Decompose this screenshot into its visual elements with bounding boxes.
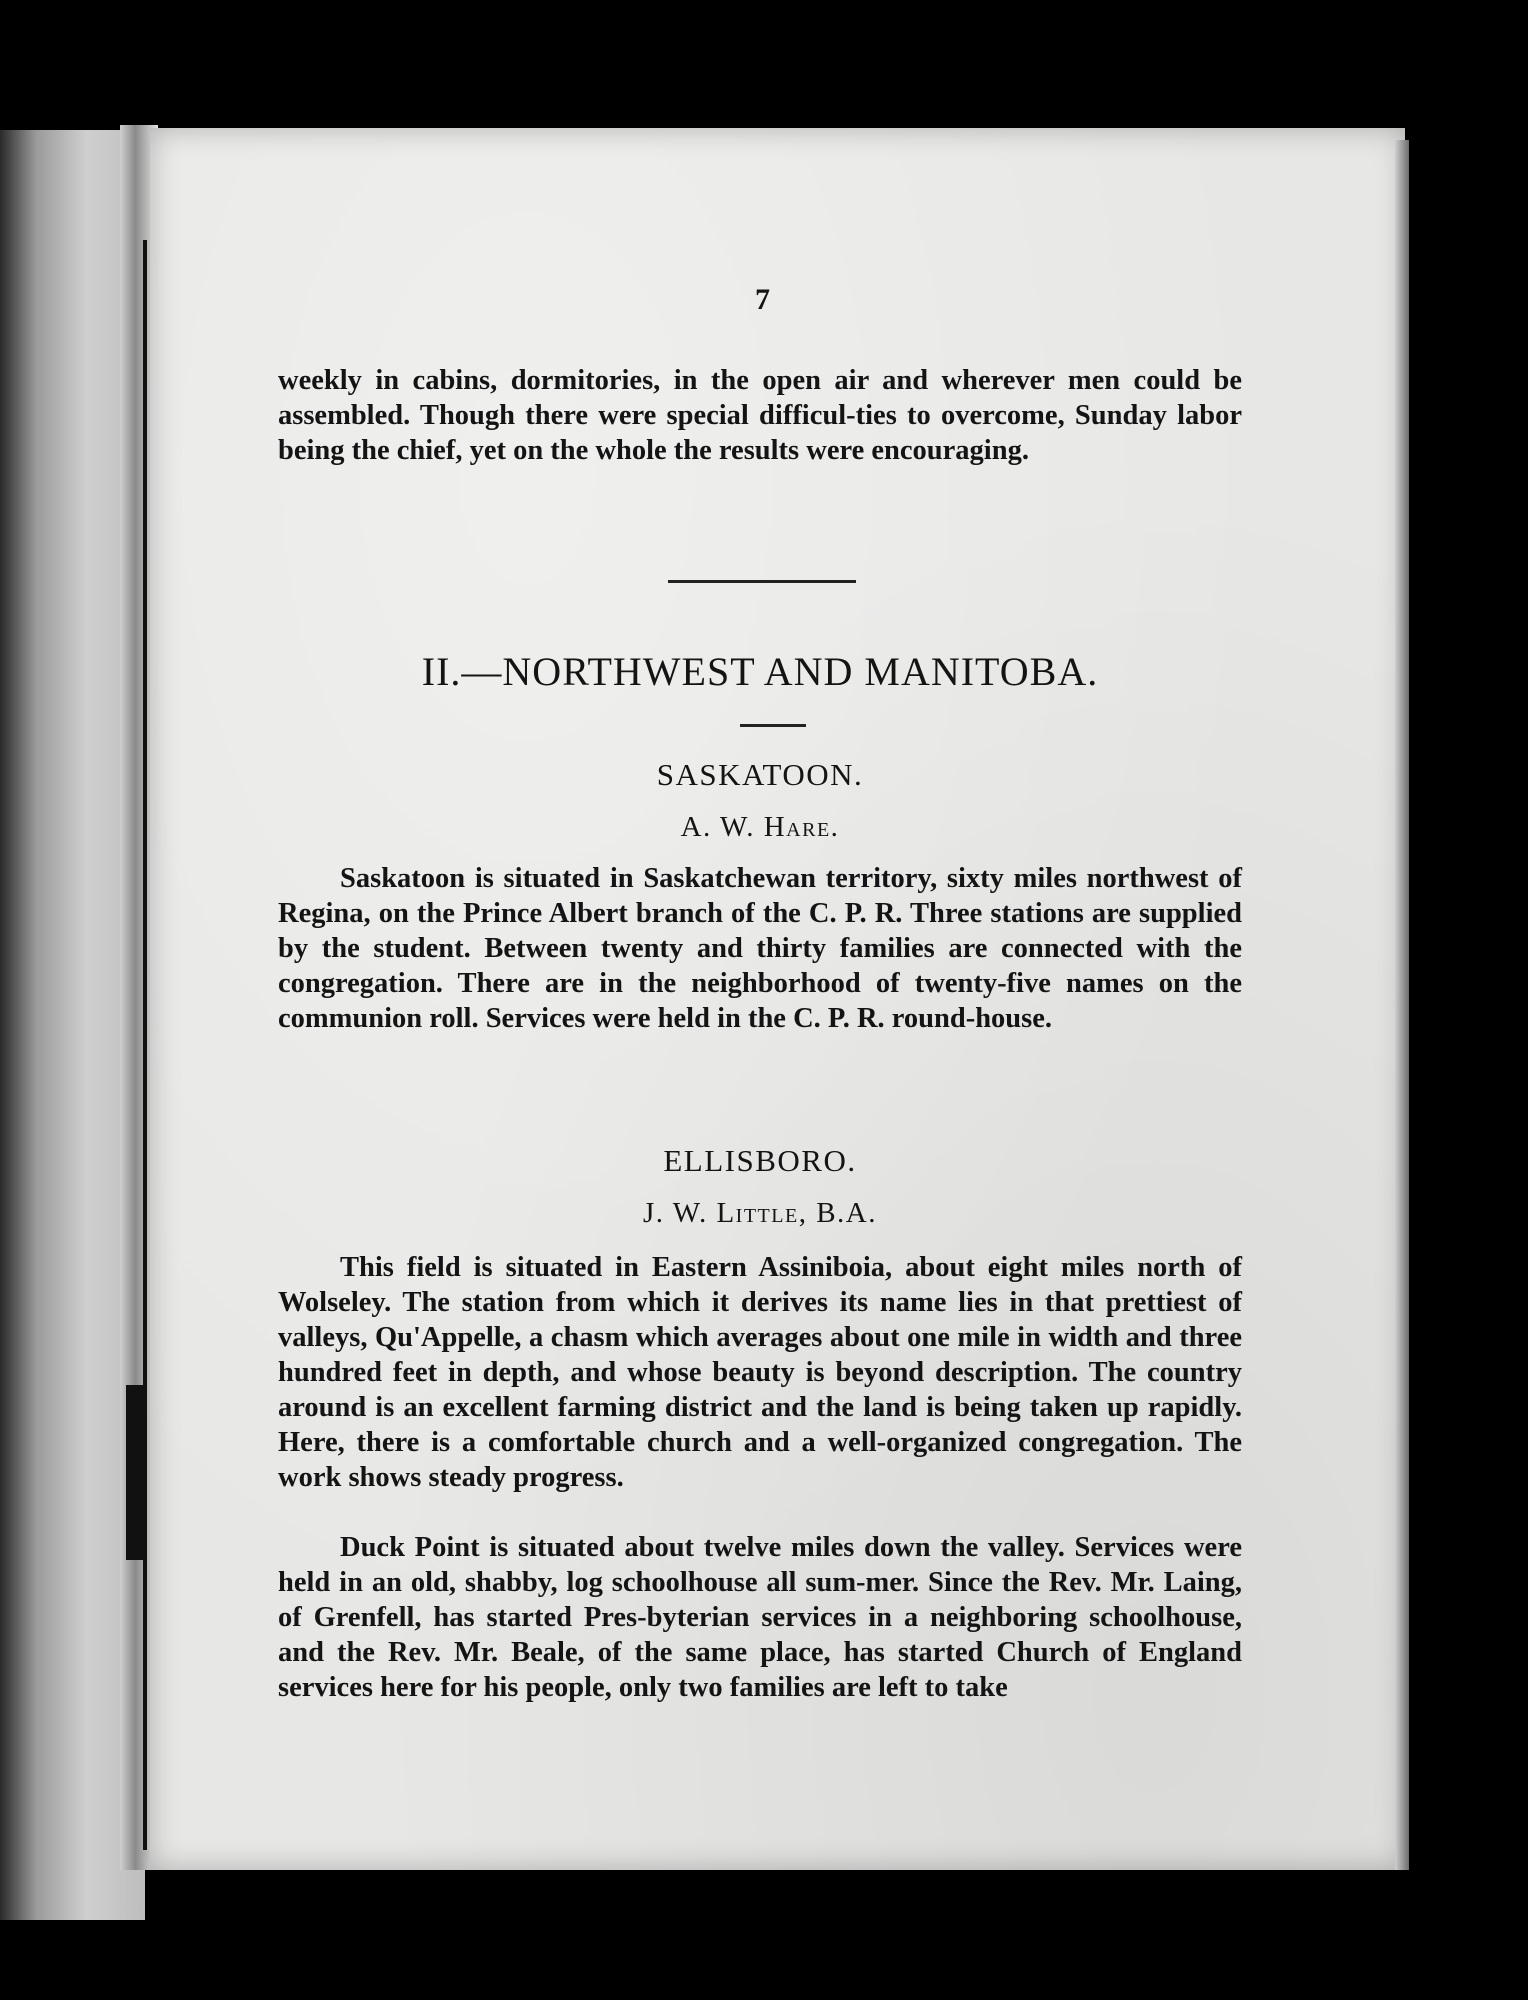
intro-paragraph: weekly in cabins, dormitories, in the open air and wherever men could be assembled. Though there were special difficul-ties to overcome, Sunday labor being the chief, yet on the whole the results were encouraging. [278, 365, 1242, 466]
ellisboro-heading: ELLISBORO. [663, 1143, 857, 1178]
ellisboro-author-initials: J. W. [642, 1197, 708, 1229]
section-title: II.—NORTHWEST AND MANITOBA. [421, 649, 1099, 694]
saskatoon-heading: SASKATOON. [656, 757, 864, 792]
ellisboro-author-degree: B.A. [816, 1197, 878, 1229]
saskatoon-author-initials: A. W. [680, 811, 755, 843]
saskatoon-paragraph: Saskatoon is situated in Saskatchewan territory, sixty miles northwest of Regina, on the Prince Albert branch of the C. P. R. Three stations are supplied by the student. Between twenty and thirty families are connected with the congregation. There are in the neighborhood of twenty-five names on the communion roll. Services were held in the C. P. R. round-house. [278, 863, 1242, 1034]
ellisboro-author [278, 1197, 1242, 1230]
page-right-edge [1395, 140, 1409, 1870]
ellisboro-paragraph-1: This field is situated in Eastern Assiniboia, about eight miles north of Wolseley. The station from which it derives its name lies in that prettiest of valleys, Qu'Appelle, a chasm which averages about one mile in width and three hundred feet in depth, and whose beauty is beyond description. The country around is an excellent farming district and the land is being taken up rapidly. Here, there is a comfortable church and a well-organized congregation. The work shows steady progress. [278, 1252, 1242, 1493]
saskatoon-author [278, 811, 1242, 844]
saskatoon-author-surname: Hare. [763, 811, 840, 843]
spine-mark [126, 1385, 144, 1560]
ellisboro-author-surname: Little, [716, 1197, 808, 1229]
page-number: 7 [755, 283, 770, 316]
section-divider-rule [668, 580, 856, 583]
ellisboro-paragraph-2: Duck Point is situated about twelve miles down the valley. Services were held in an old, shabby, log schoolhouse all sum-mer. Since the Rev. Mr. Laing, of Grenfell, has started Pres-byterian services in a neighboring schoolhouse, and the Rev. Mr. Beale, of the same place, has started Church of England services here for his people, only two families are left to take [278, 1532, 1242, 1703]
short-divider-rule [740, 724, 806, 727]
spine-line [143, 240, 147, 1850]
